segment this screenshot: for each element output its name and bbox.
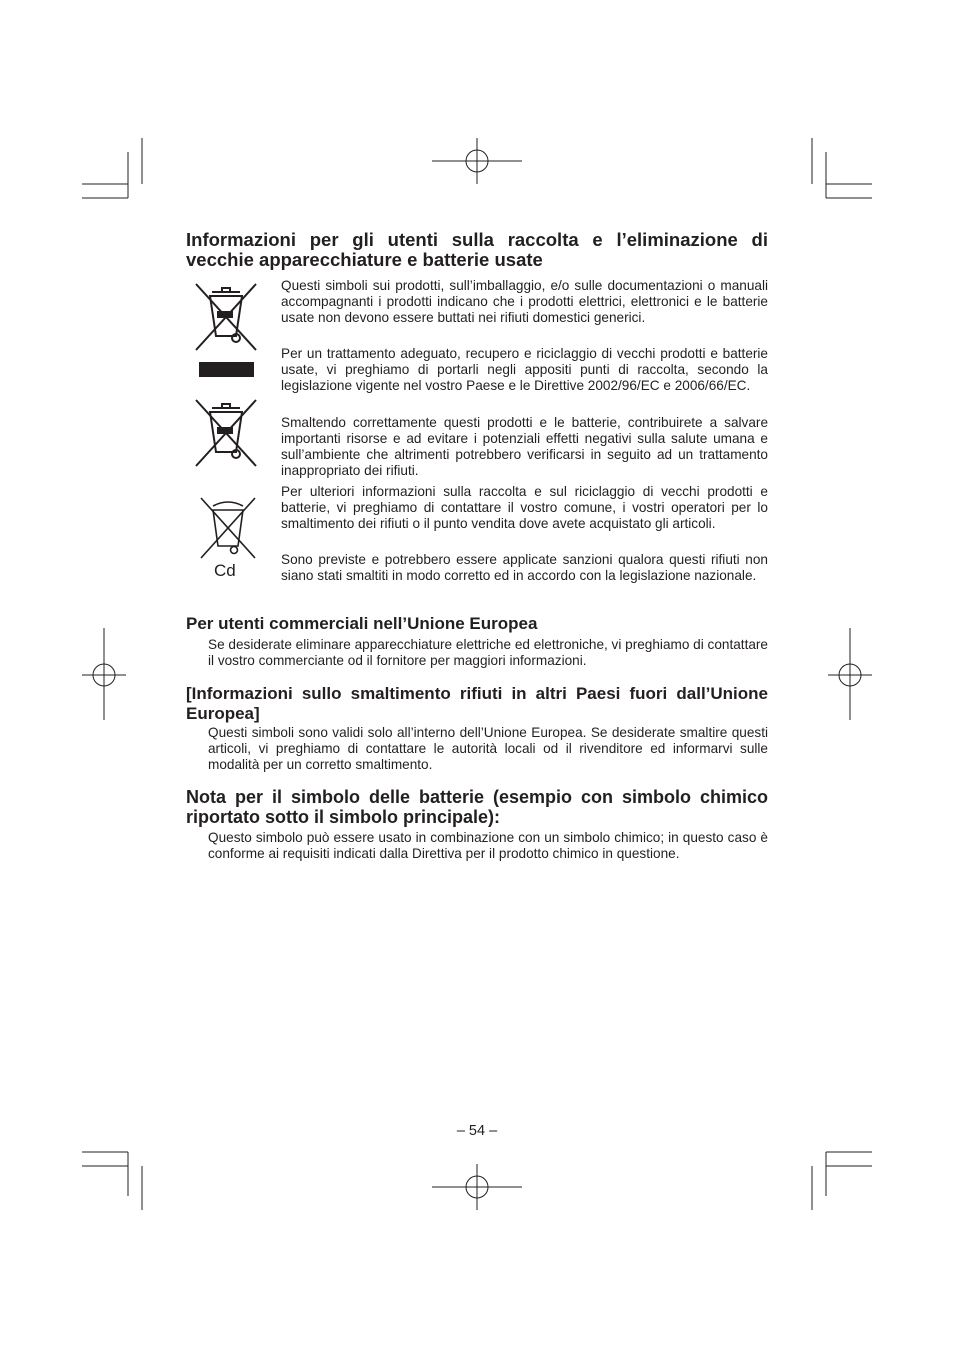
- page-number: – 54 –: [456, 1123, 498, 1139]
- section3-text: Questi simboli sono validi solo all’interno dell’Unione Europea. Se desiderate smaltire questi articoli, vi preghiamo di contattare le autorità locali od il rivenditore ed informarvi sulle modalità per un corretto smaltimento.: [208, 725, 768, 772]
- crossed-out-wheelie-bin-icon: [194, 398, 258, 468]
- black-bar-icon: [199, 362, 254, 377]
- paragraph: Smaltendo correttamente questi prodotti e le batterie, contribuirete a salvare importanti risorse e ad evitare i potenziali effetti negativi sulla salute umana e sull’ambiente che altrimenti potrebbero verificarsi in seguito ad un trattamento inappropriato dei rifiuti.: [281, 415, 768, 478]
- crossed-out-wheelie-bin-icon: [199, 496, 257, 560]
- crossed-out-wheelie-bin-icon: [194, 282, 258, 352]
- paragraph: Per un trattamento adeguato, recupero e riciclaggio di vecchi prodotti e batterie usate, vi preghiamo di portarli negli appositi punti di raccolta, secondo la legislazione vigente nel vostro Paese e le Direttive 2002/96/EC e 2006/66/EC.: [281, 346, 768, 393]
- paragraph: Per ulteriori informazioni sulla raccolta e sul riciclaggio di vecchi prodotti e batterie, vi preghiamo di contattare il vostro comune, i vostri operatori per lo smaltimento dei rifiuti o il punto vendita dove avete acquistato gli articoli.: [281, 484, 768, 531]
- paragraph: Sono previste e potrebbero essere applicate sanzioni qualora questi rifiuti non siano stati smaltiti in modo corretto ed in accordo con la legislazione nazionale.: [281, 552, 768, 583]
- section3-title: [Informazioni sullo smaltimento rifiuti in altri Paesi fuori dall’Unione Europea]: [186, 684, 768, 723]
- section1-title: Informazioni per gli utenti sulla raccolta e l’eliminazione di vecchie apparecchiature e batterie usate: [186, 229, 768, 270]
- chemical-symbol: Cd: [214, 561, 236, 580]
- paragraph: Questi simboli sui prodotti, sull’imballaggio, e/o sulle documentazioni o manuali accompagnanti i prodotti indicano che i prodotti elettrici, elettronici e le batterie usate non devono essere buttati nei rifiuti domestici generici.: [281, 278, 768, 325]
- section2-title: Per utenti commerciali nell’Unione Europea: [186, 614, 538, 633]
- section4-title: Nota per il simbolo delle batterie (esempio con simbolo chimico riportato sotto il simbolo principale):: [186, 787, 768, 827]
- section4-text: Questo simbolo può essere usato in combinazione con un simbolo chimico; in questo caso è conforme ai requisiti indicati dalla Direttiva per il prodotto chimico in questione.: [208, 830, 768, 861]
- section2-text: Se desiderate eliminare apparecchiature elettriche ed elettroniche, vi preghiamo di contattare il vostro commerciante od il fornitore per maggiori informazioni.: [208, 637, 768, 668]
